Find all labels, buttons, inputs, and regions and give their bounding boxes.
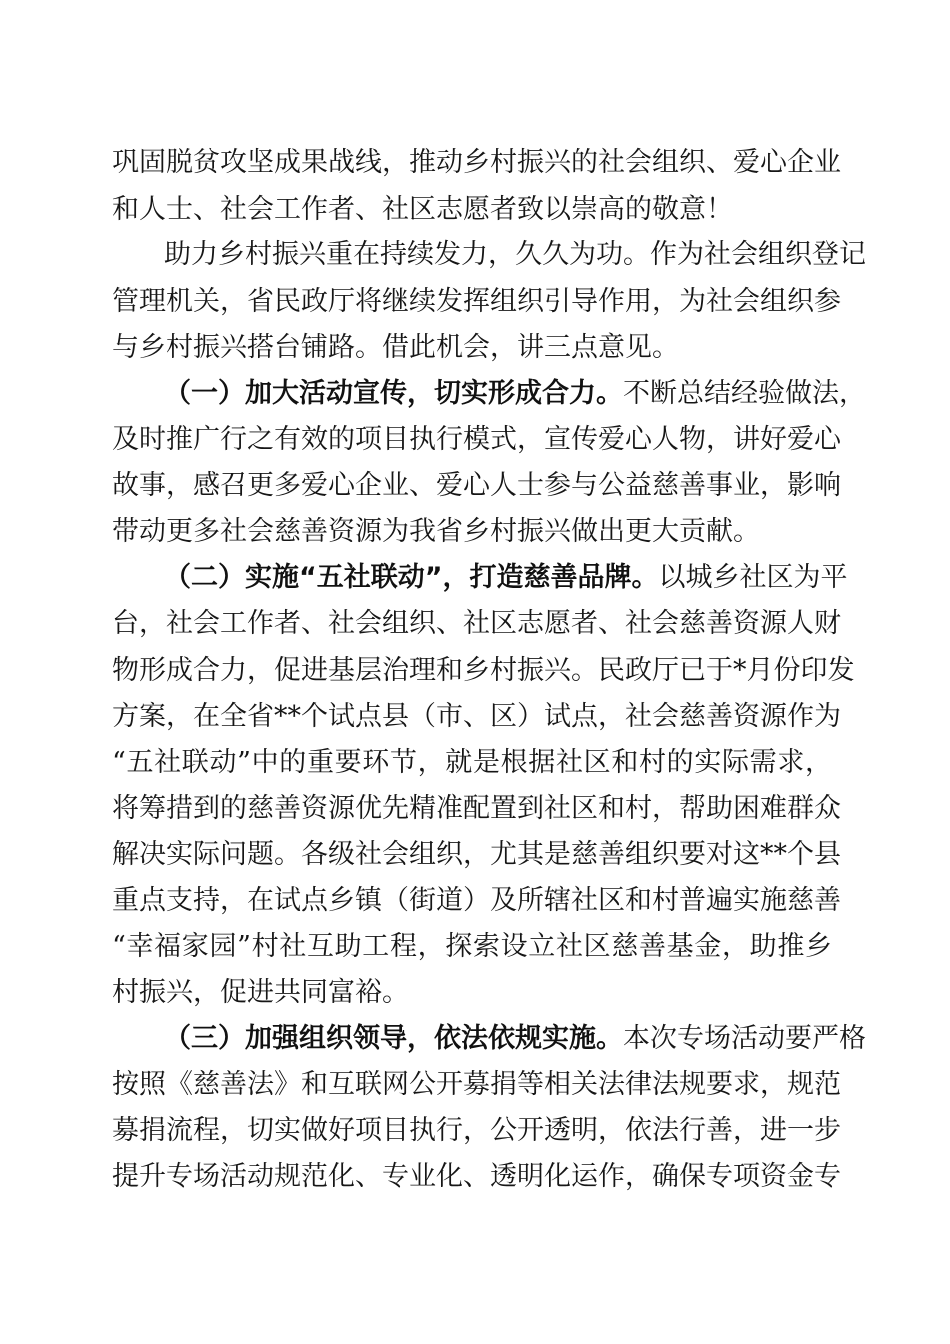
paragraph-5-first-line-text: 本次专场活动要严格 (623, 1023, 866, 1054)
paragraph-4-line-9: “幸福家园”村社互助工程，探索设立社区慈善基金，助推乡 (112, 931, 832, 962)
paragraph-3-line-4: 带动更多社会慈善资源为我省乡村振兴做出更大贡献。 (112, 516, 760, 547)
paragraph-5-line-3: 募捐流程，切实做好项目执行，公开透明，依法行善，进一步 (112, 1115, 841, 1146)
section-3-heading: （三）加强组织领导，依法依规实施。 (164, 1023, 623, 1054)
paragraph-4-line-4: 方案，在全省**个试点县（市、区）试点，社会慈善资源作为 (112, 701, 841, 732)
paragraph-3-first-line-text: 不断总结经验做法， (623, 378, 866, 409)
paragraph-4-line-2: 台，社会工作者、社会组织、社区志愿者、社会慈善资源人财 (112, 608, 841, 639)
paragraph-1-line-2: 和人士、社会工作者、社区志愿者致以崇高的敬意！ (112, 194, 733, 225)
paragraph-4-line-7: 解决实际问题。各级社会组织，尤其是慈善组织要对这**个县 (112, 839, 841, 870)
paragraph-4-first-line-text: 以城乡社区为平 (658, 562, 848, 593)
paragraph-3-line-1 (164, 371, 866, 417)
paragraph-1-line-1: 巩固脱贫攻坚成果战线，推动乡村振兴的社会组织、爱心企业 (112, 147, 841, 178)
section-1-heading: （一）加大活动宣传，切实形成合力。 (164, 378, 623, 409)
paragraph-4-line-8: 重点支持，在试点乡镇（街道）及所辖社区和村普遍实施慈善 (112, 885, 841, 916)
paragraph-2-line-2: 管理机关，省民政厅将继续发挥组织引导作用，为社会组织参 (112, 286, 841, 317)
paragraph-5-line-2: 按照《慈善法》和互联网公开募捐等相关法律法规要求，规范 (112, 1069, 841, 1100)
paragraph-2-line-3: 与乡村振兴搭台铺路。借此机会，讲三点意见。 (112, 332, 679, 363)
paragraph-4-line-5: “五社联动”中的重要环节，就是根据社区和村的实际需求， (112, 747, 832, 778)
paragraph-4-line-6: 将筹措到的慈善资源优先精准配置到社区和村，帮助困难群众 (112, 793, 841, 824)
paragraph-4-line-3: 物形成合力，促进基层治理和乡村振兴。民政厅已于*月份印发 (112, 655, 855, 686)
paragraph-2-line-1: 助力乡村振兴重在持续发力，久久为功。作为社会组织登记 (164, 239, 866, 270)
paragraph-3-line-2: 及时推广行之有效的项目执行模式，宣传爱心人物，讲好爱心 (112, 424, 841, 455)
paragraph-4-line-10: 村振兴，促进共同富裕。 (112, 977, 409, 1008)
paragraph-4-line-1 (164, 555, 848, 601)
paragraph-5-line-1 (164, 1016, 866, 1062)
paragraph-3-line-3: 故事，感召更多爱心企业、爱心人士参与公益慈善事业，影响 (112, 470, 841, 501)
paragraph-5-line-4: 提升专场活动规范化、专业化、透明化运作，确保专项资金专 (112, 1161, 841, 1192)
section-2-heading: （二）实施“五社联动”，打造慈善品牌。 (164, 562, 659, 593)
